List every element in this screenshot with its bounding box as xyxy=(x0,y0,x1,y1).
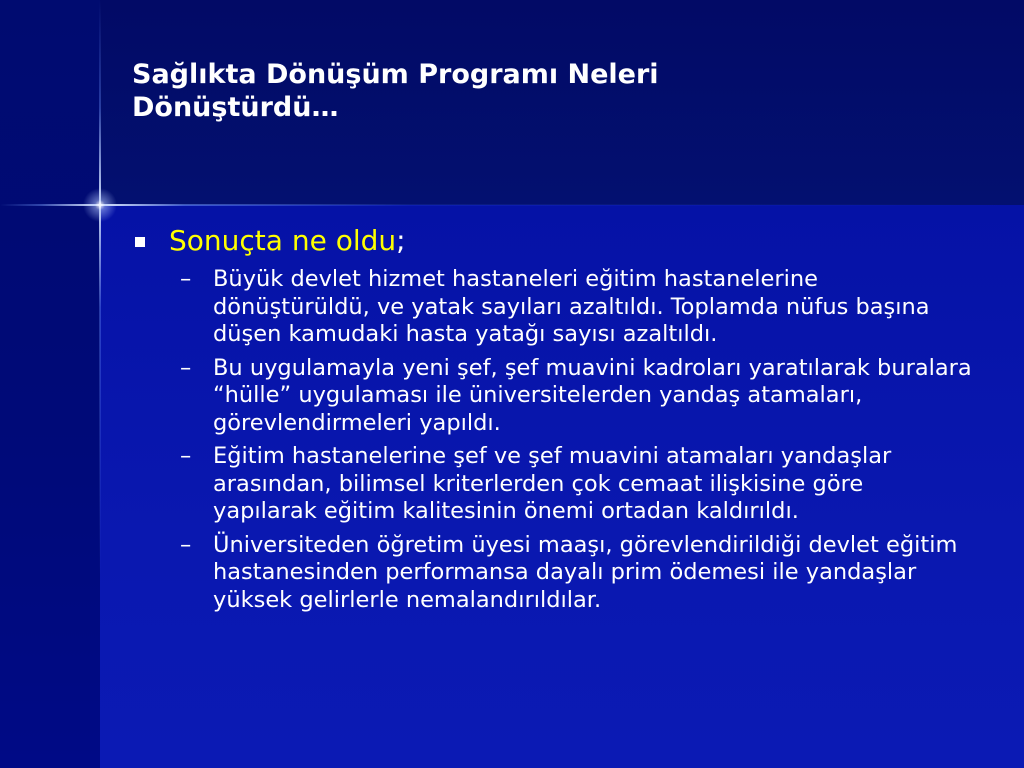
background-left-band xyxy=(0,0,100,768)
bullet-text: Sonuçta ne oldu xyxy=(169,224,397,257)
dash-bullet-icon: – xyxy=(180,443,192,469)
sub-bullet-text: Bu uygulamayla yeni şef, şef muavini kadroları yaratılarak buralara “hülle” uygulaması ile üniversitelerden yandaş atamaları, görevlendirmeleri yapıldı. xyxy=(213,354,972,436)
sub-bullet-text: Büyük devlet hizmet hastaneleri eğitim hastanelerine dönüştürüldü, ve yatak sayıları azaltıldı. Toplamda nüfus başına düşen kamudaki hasta yatağı sayısı azaltıldı. xyxy=(213,266,930,347)
sub-bullet-item xyxy=(135,266,973,349)
bullet-item xyxy=(135,222,965,260)
dash-bullet-icon: – xyxy=(180,266,192,292)
dash-bullet-icon: – xyxy=(180,531,192,558)
slide-title-line-2: Dönüştürdü… xyxy=(132,92,339,123)
vertical-light-line xyxy=(99,0,101,768)
horizontal-light-line xyxy=(0,204,1024,206)
slide-title-line-1: Sağlıkta Dönüşüm Programı Neleri xyxy=(132,59,659,90)
sub-bullet-item xyxy=(135,443,973,526)
square-bullet-icon xyxy=(135,237,145,247)
sub-bullet-text: Eğitim hastanelerine şef ve şef muavini atamaları yandaşlar arasından, bilimsel kriterlerden çok cemaat ilişkisine göre yapılarak eğitim kalitesinin önemi ortadan kaldırıldı. xyxy=(213,443,892,524)
slide-content xyxy=(135,222,972,620)
sub-bullet-text: Üniversiteden öğretim üyesi maaşı, görevlendirildiği devlet eğitim hastanesinden performansa dayalı prim ödemesi ile yandaşlar yüksek gelirlerle nemalandırıldılar. xyxy=(213,531,958,613)
bullet-punctuation: ; xyxy=(396,224,406,257)
slide-title xyxy=(132,58,932,124)
sub-bullet-item xyxy=(135,532,973,615)
sparkle-star-icon xyxy=(80,185,120,225)
sub-bullet-item xyxy=(135,355,973,438)
dash-bullet-icon: – xyxy=(180,354,192,381)
